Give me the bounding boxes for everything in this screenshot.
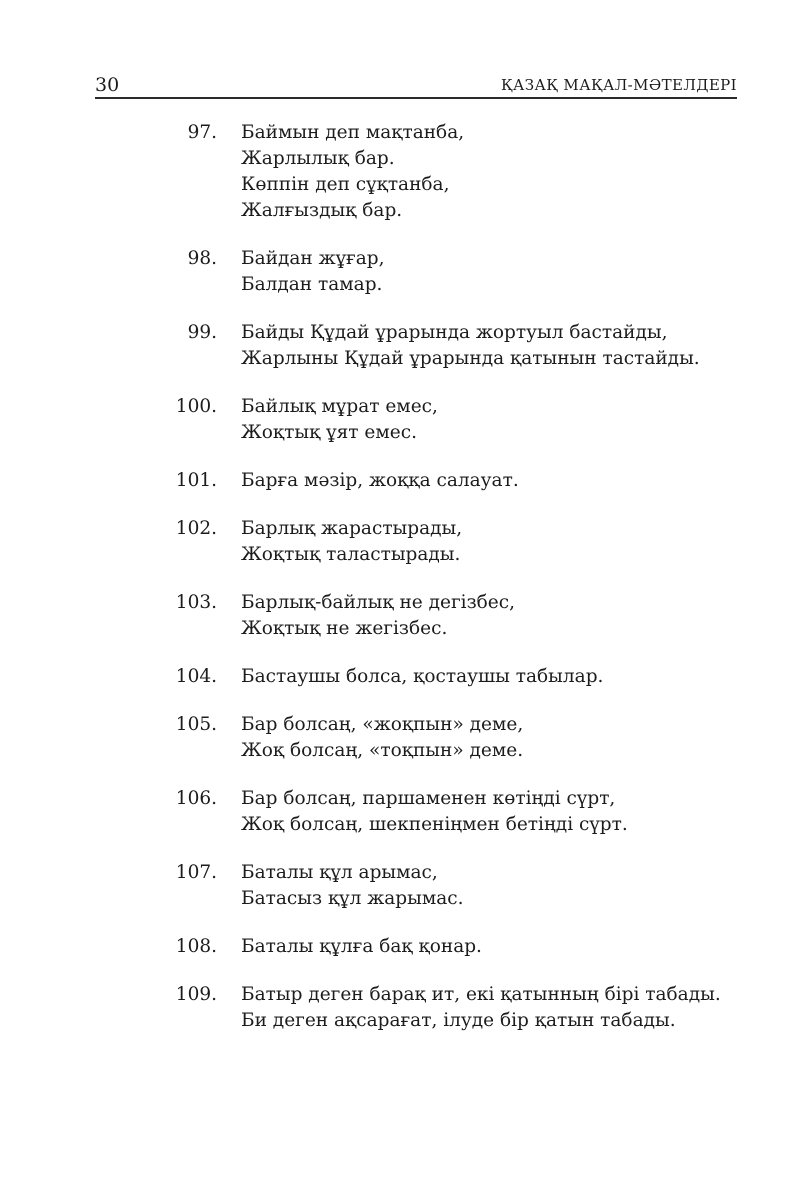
proverb-line: Жоқтық ұят емес.	[241, 422, 417, 443]
proverb-line: Жоқ болсаң, шекпеніңмен бетіңді сүрт.	[241, 814, 628, 835]
proverb-text	[241, 664, 750, 690]
proverb-text	[241, 712, 750, 764]
proverb-number: 99.	[187, 322, 217, 343]
proverb-text	[241, 590, 750, 642]
proverb-number: 105.	[175, 714, 217, 735]
proverb-text	[241, 934, 750, 960]
proverb-number: 107.	[175, 862, 217, 883]
page-number: 30	[95, 74, 120, 96]
proverb-text	[241, 860, 750, 912]
proverb-text	[241, 120, 750, 224]
proverb-line: Баймын деп мақтанба,	[241, 122, 465, 143]
proverb-number: 103.	[175, 592, 217, 613]
proverb-line: Барға мәзір, жоққа салауат.	[241, 470, 519, 491]
proverb-item	[160, 246, 750, 298]
proverb-item	[160, 934, 750, 960]
proverb-text	[241, 320, 750, 372]
proverb-number: 104.	[175, 666, 217, 687]
proverb-text	[241, 246, 750, 298]
proverb-item	[160, 590, 750, 642]
proverb-line: Көппін деп сұқтанба,	[241, 174, 450, 195]
proverb-item	[160, 664, 750, 690]
proverb-line: Барлық жарастырады,	[241, 518, 463, 539]
proverb-line: Жарлылық бар.	[241, 148, 395, 169]
proverb-item	[160, 120, 750, 224]
running-title: ҚАЗАҚ МАҚАЛ-МӘТЕЛДЕРІ	[500, 76, 737, 94]
proverb-line: Бар болсаң, паршаменен көтіңді сүрт,	[241, 788, 616, 809]
proverb-line: Би деген ақсарағат, ілуде бір қатын табады.	[241, 1010, 676, 1031]
proverb-item	[160, 982, 750, 1034]
proverb-text	[241, 516, 750, 568]
proverb-line: Жоқтық не жегізбес.	[241, 618, 448, 639]
proverb-line: Баталы құлға бақ қонар.	[241, 936, 482, 957]
proverb-line: Байды Құдай ұрарында жортуыл бастайды,	[241, 322, 668, 343]
proverb-item	[160, 394, 750, 446]
proverb-number: 109.	[175, 984, 217, 1005]
header-rule	[95, 97, 737, 99]
proverb-number: 97.	[187, 122, 217, 143]
proverb-line: Бастаушы болса, қостаушы табылар.	[241, 666, 604, 687]
proverb-number: 102.	[175, 518, 217, 539]
proverb-line: Батыр деген барақ ит, екі қатынның бірі табады.	[241, 984, 721, 1005]
proverb-text	[241, 468, 750, 494]
proverb-number: 101.	[175, 470, 217, 491]
proverb-number: 98.	[187, 248, 217, 269]
proverb-line: Барлық-байлық не дегізбес,	[241, 592, 515, 613]
proverb-item	[160, 468, 750, 494]
proverb-number: 100.	[175, 396, 217, 417]
proverb-item	[160, 516, 750, 568]
page-header	[95, 72, 737, 98]
proverb-item	[160, 786, 750, 838]
proverb-line: Жарлыны Құдай ұрарында қатынын тастайды.	[241, 348, 700, 369]
proverb-item	[160, 320, 750, 372]
proverb-line: Жоқтық таластырады.	[241, 544, 461, 565]
proverb-line: Батасыз құл жарымас.	[241, 888, 464, 909]
proverb-number: 108.	[175, 936, 217, 957]
proverb-line: Жоқ болсаң, «тоқпын» деме.	[241, 740, 524, 761]
proverb-list	[160, 120, 750, 1056]
proverb-line: Байлық мұрат емес,	[241, 396, 438, 417]
proverb-text	[241, 786, 750, 838]
proverb-number: 106.	[175, 788, 217, 809]
proverb-line: Байдан жұғар,	[241, 248, 385, 269]
proverb-line: Балдан тамар.	[241, 274, 383, 295]
proverb-text	[241, 394, 750, 446]
proverb-text	[241, 982, 750, 1034]
proverb-line: Баталы құл арымас,	[241, 862, 438, 883]
proverb-line: Бар болсаң, «жоқпын» деме,	[241, 714, 524, 735]
proverb-line: Жалғыздық бар.	[241, 200, 403, 221]
proverb-item	[160, 712, 750, 764]
proverb-item	[160, 860, 750, 912]
